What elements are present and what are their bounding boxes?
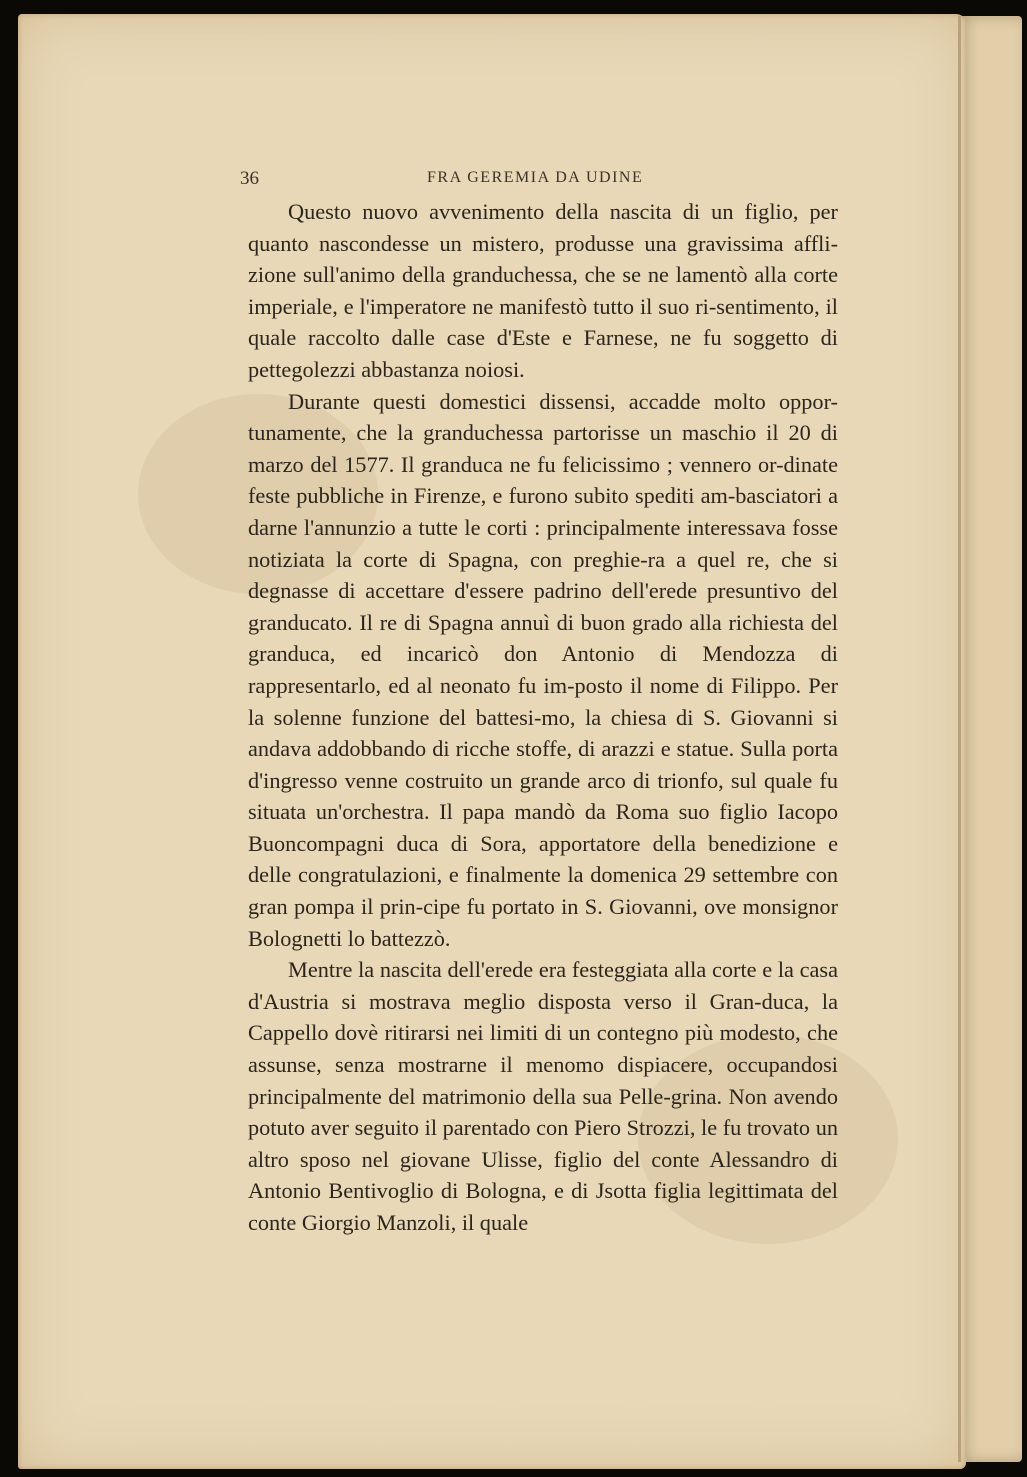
paragraph: Questo nuovo avvenimento della nascita di un figlio, per quanto nascondesse un mistero, produsse una gravissima affli-zione sull'animo della granduchessa, che se ne lamentò alla corte imperiale, e l'imperatore ne manifestò tutto il suo ri-sentimento, il quale raccolto dalle case d'Este e Farnese, ne fu soggetto di pettegolezzi abbastanza noiosi. [248, 199, 838, 382]
paragraph: Mentre la nascita dell'erede era festeggiata alla corte e la casa d'Austria si mostrava meglio disposta verso il Gran-duca, la Cappello dovè ritirarsi nei limiti di un contegno più modesto, che assunse, senza mostrarne il menomo dispiacere, occupandosi principalmente del matrimonio della sua Pelle-grina. Non avendo potuto aver seguito il parentado con Piero Strozzi, le fu trovato un altro sposo nel giovane Ulisse, figlio del conte Alessandro di Antonio Bentivoglio di Bologna, e di Jsotta figlia legittimata del conte Giorgio Manzoli, il quale [248, 957, 838, 1235]
adjacent-page-edge [958, 16, 1022, 1462]
page-fold [958, 16, 961, 1462]
paragraph: Durante questi domestici dissensi, accadde molto oppor-tunamente, che la granduchessa partorisse un maschio il 20 di marzo del 1577. Il granduca ne fu felicissimo ; vennero or-dinate feste pubbliche in Firenze, e furono subito spediti am-basciatori a darne l'annunzio a tutte le corti : principalmente interessava fosse notiziata la corte di Spagna, con preghie-ra a quel re, che si degnasse di accettare d'essere padrino dell'erede presuntivo del granducato. Il re di Spagna annuì di buon grado alla richiesta del granduca, ed incaricò don Antonio di Mendozza di rappresentarlo, ed al neonato fu im-posto il nome di Filippo. Per la solenne funzione del battesi-mo, la chiesa di S. Giovanni si andava addobbando di ricche stoffe, di arazzi e statue. Sulla porta d'ingresso venne costruito un grande arco di trionfo, sul quale fu situata un'orchestra. Il papa mandò da Roma suo figlio Iacopo Buoncompagni duca di Sora, apportatore della benedizione e delle congratulazioni, e finalmente la domenica 29 settembre con gran pompa il prin-cipe fu portato in S. Giovanni, ove monsignor Bolognetti lo battezzò. [248, 388, 838, 951]
running-title: FRA GEREMIA DA UDINE [427, 169, 644, 186]
page-header [240, 168, 840, 194]
body-text [248, 196, 838, 1256]
page-number: 36 [240, 168, 259, 189]
